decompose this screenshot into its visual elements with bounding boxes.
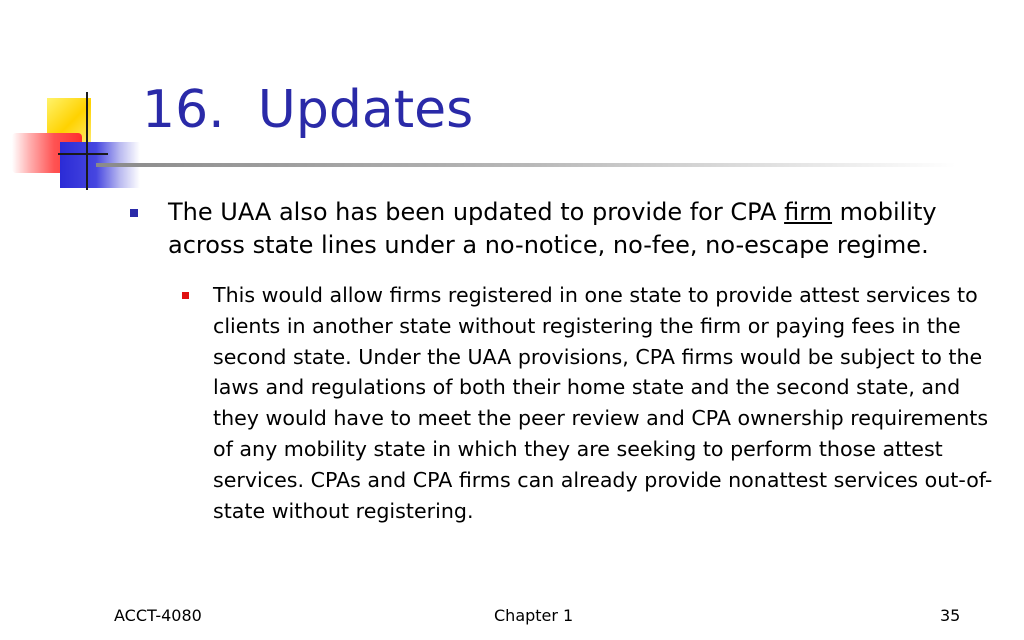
title-divider [96, 163, 956, 167]
bullet-level-2-text: This would allow firms registered in one state to provide attest services to clients in another state without registering the firm or paying fees in the second state. Under the UAA provisions, CPA firms would be subject to the laws and regulations of both their home state and the second state, and they would have to meet the peer review and CPA ownership requirements of any mobility state in which they are seeking to perform those attest services. CPAs and CPA firms can already provide nonattest services out-of-state without registering. [213, 283, 993, 523]
bullet-level-1-text-end: mobility across state lines under a no-notice, no-fee, no-escape regime. [168, 198, 937, 259]
footer-course-code: ACCT-4080 [114, 606, 202, 625]
bullet-level-1-text [168, 196, 990, 262]
logo-horizontal-line [58, 153, 108, 155]
slide-title: 16. Updates [142, 80, 474, 140]
red-square-bullet-icon [182, 292, 189, 299]
decorative-squares-logo-icon [0, 0, 160, 200]
footer-page-number: 35 [940, 606, 961, 625]
blue-square-bullet-icon [130, 209, 138, 217]
bullet-level-2 [182, 280, 1012, 526]
footer-chapter: Chapter 1 [494, 606, 574, 625]
logo-vertical-line [86, 92, 88, 190]
bullet-level-1 [130, 196, 990, 262]
bullet-level-1-underlined-word: firm [784, 198, 833, 226]
bullet-level-1-text-start: The UAA also has been updated to provide for CPA [168, 198, 785, 226]
